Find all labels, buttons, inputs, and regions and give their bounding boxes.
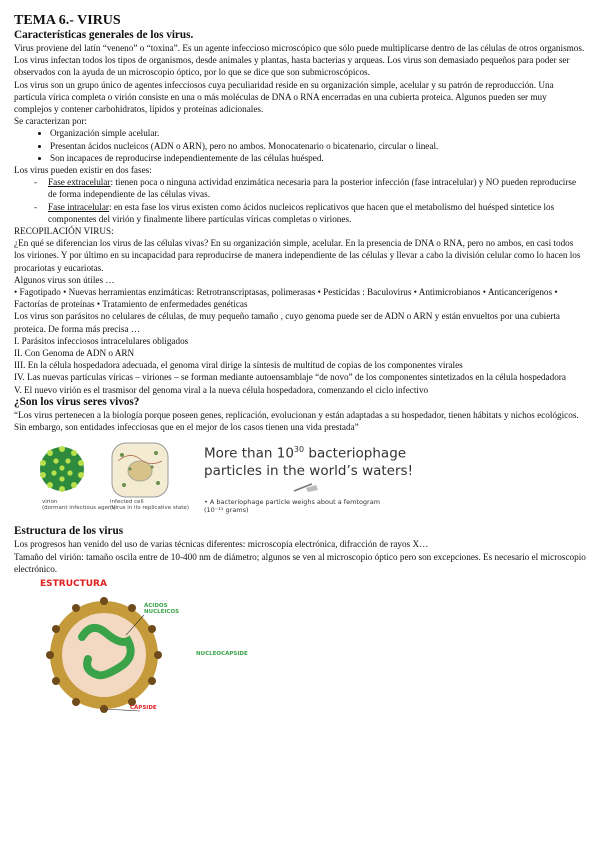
phase-text: : en esta fase los virus existen como ácidos nucleicos replicativos que hacen que el metabolismo del huésped sintetice los componentes del virión y finalmente libere partículas víricas completas o viriones. (48, 201, 555, 224)
virion-caption: virion (dormant infectious agent) (42, 499, 116, 512)
recap-paragraph: ¿En qué se diferencian los virus de las células vivas? En su organización simple, acelular. En la presencia de DNA o RNA, pero no ambos, en casi todos los viriones. Y por último en su incapacidad para reproducirse de manera independiente de las células y llevar a cabo la división celular como lo hacen los procariotas y eucariotas. (14, 238, 581, 273)
roman-item: III. En la célula hospedadora adecuada, el genoma viral dirige la síntesis de multitud de copias de los componentes virales (14, 360, 463, 371)
list-item: • Presentan ácidos nucleicos (ADN o ARN), pero no ambos. Monocatenario o bicatenario, circular o lineal. (50, 140, 586, 152)
bacteriophage-icon (292, 481, 320, 495)
infected-cell-caption: infected cell (virus in its replicative state) (110, 499, 189, 512)
roman-item: IV. Las nuevas partículas víricas – viriones – se forman mediante autoensamblaje “de novo” de los componentes sintetizados en la célula hospedadora (14, 372, 566, 383)
phase-term: Fase intracelular (48, 201, 109, 212)
useful-intro: Algunos virus son útiles … (14, 274, 115, 285)
diagram-title: ESTRUCTURA (40, 578, 107, 589)
parasites-paragraph: Los virus son parásitos no celulares de células, de muy pequeño tamaño , cuyo genoma puede ser de ADN o ARN y están envueltos por una cubierta proteica. De forma más precisa … (14, 311, 560, 334)
label-capsid: CÁPSIDE (130, 704, 157, 711)
structure-paragraph-2: Tamaño del virión: tamaño oscila entre de 10-400 nm de diámetro; algunos se ven al microscopio óptico pero son excepciones. Es necesario el microscopio electrónico. (14, 551, 586, 574)
bacteriophage-line-2: particles in the world’s waters! (204, 462, 413, 479)
virion-image (36, 443, 88, 495)
alive-quote: “Los virus pertenecen a la biología porque poseen genes, replicación, evolucionan y están adaptadas a su hospedador, tienen hábitats y nichos ecológicos. Sin embargo, son entidades infecciosas que en el mejor de los casos tienen una vida prestada” (14, 409, 579, 433)
phase-term: Fase extracelular (48, 177, 111, 188)
roman-item: II. Con Genoma de ADN o ARN (14, 348, 135, 359)
section-heading-structure: Estructura de los virus (14, 525, 124, 538)
list-item (34, 201, 586, 225)
intro-paragraph-1: Virus proviene del latín “veneno” o “toxina”. Es un agente infeccioso microscópico que sólo puede multiplicarse dentro de las células de otros organismos. Los virus infectan todos los tipos de organismos, desde animales y plantas, hasta bacterias y arqueas. Los virus son demasiado pequeños para poder ser observados con la ayuda de un microscopio óptico, por lo que se dice que son submicroscópicos. (14, 43, 585, 78)
bacteriophage-line-1: More than $10^{30}$ bacteriophage (204, 445, 407, 462)
characteristics-list (14, 127, 586, 164)
list-item: • Organización simple acelular. (50, 127, 586, 139)
page-title: TEMA 6.- VIRUS (14, 13, 121, 28)
document-page (14, 12, 586, 725)
structure-diagram (14, 575, 586, 725)
characterized-by: Se caracterizan por: (14, 116, 87, 127)
label-nucleocapsid: NUCLEOCÁPSIDE (196, 650, 248, 657)
infected-cell-image (110, 441, 170, 499)
bacteriophage-note: • A bacteriophage particle weighs about a femtogram (10⁻¹⁵ grams) (204, 497, 381, 514)
structure-paragraph-1: Los progresos han venido del uso de varias técnicas diferentes: microscopía electrónica, difracción de rayos X… (14, 539, 429, 550)
bacteriophage-callout (204, 441, 413, 514)
section-heading-characteristics: Características generales de los virus. (14, 29, 194, 41)
phases-list (14, 176, 586, 225)
list-item: • Son incapaces de reproducirse independientemente de las células huésped. (50, 152, 586, 164)
section-heading-alive: ¿Son los virus seres vivos? (14, 395, 140, 408)
label-nucleic-acids: ÁCIDOS NUCLEICOS (144, 602, 180, 615)
roman-item: V. El nuevo virión es el trasmisor del genoma viral a la nueva célula hospedadora, comenzando el ciclo infectivo (14, 384, 429, 395)
virus-figure (14, 437, 586, 523)
list-item (34, 176, 586, 200)
roman-item: I. Parásitos infecciosos intracelulares obligados (14, 335, 189, 346)
phases-intro: Los virus pueden existir en dos fases: (14, 165, 152, 176)
phase-text: : tienen poca o ninguna actividad enzimática necesaria para la posterior infección (fase intracelular) y NO pueden reproducirse de forma independiente de las células vivas. (48, 177, 577, 200)
useful-list: • Fagotipado • Nuevas herramientas enzimáticas: Retrotranscriptasas, polimerasas • Pesticidas : Baculovirus • Antimicrobianos • Anticancerígenos • Factorías de proteínas • Tratamiento de enfermedades genéticas (14, 287, 558, 310)
intro-paragraph-2: Los virus son un grupo único de agentes infecciosos cuya peculiaridad reside en su organización simple, acelular y su patrón de reproducción. Una partícula vírica completa o virión consiste en una o más moléculas de DNA o RNA encerradas en una cubierta proteica. Algunos pueden ser muy complejos y contener carbohidratos, lípidos y proteínas adicionales. (14, 79, 554, 115)
recap-heading: RECOPILACIÓN VIRUS: (14, 226, 114, 237)
